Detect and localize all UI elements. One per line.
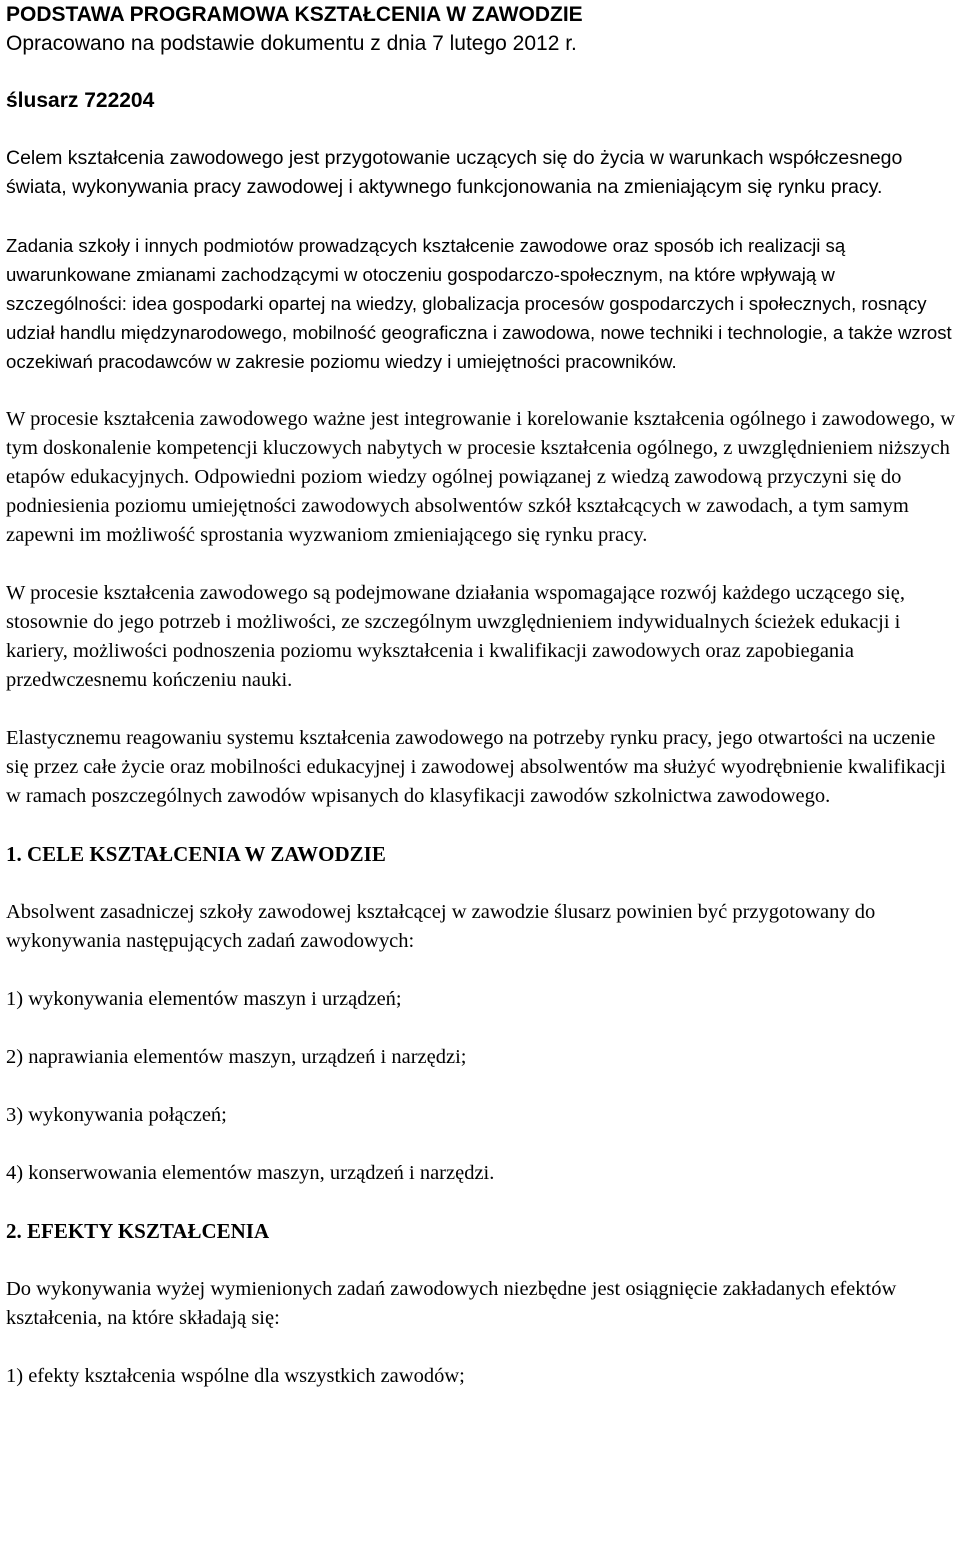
document-title: PODSTAWA PROGRAMOWA KSZTAŁCENIA W ZAWODZIE (6, 3, 583, 26)
intro-paragraph-tasks: Zadania szkoły i innych podmiotów prowadzących kształcenie zawodowe oraz sposób ich realizacji są uwarunkowane zmianami zachodzącymi w otoczeniu gospodarczo-społecznym, na które wpływają w szczególności: idea gospodarki opartej na wiedzy, globalizacja procesów gospodarczych i społecznych, rosnący udział handlu międzynarodowego, mobilność geograficzna i zawodowa, nowe techniki i technologie, a także wzrost oczekiwań pracodawców w zakresie poziomu wiedzy i umiejętności pracowników. (6, 235, 952, 372)
section-heading-outcomes: 2. EFEKTY KSZTAŁCENIA (6, 1219, 270, 1243)
intro-paragraph-development: W procesie kształcenia zawodowego są podejmowane działania wspomagające rozwój każdego uczącego się, stosownie do jego potrzeb i możliwości, ze szczególnym uwzględnieniem indywidualnych ścieżek edukacji i kariery, możliwości podnoszenia poziomu wykształcenia i kwalifikacji zawodowych oraz zapobiegania przedwczesnemu kończeniu nauki. (6, 582, 905, 691)
list-item: 1) wykonywania elementów maszyn i urządzeń; (6, 988, 402, 1010)
intro-paragraph-goal: Celem kształcenia zawodowego jest przygotowanie uczących się do życia w warunkach współczesnego świata, wykonywania pracy zawodowej i aktywnego funkcjonowania na zmieniającym się rynku pracy. (6, 147, 903, 198)
list-item: 2) naprawiania elementów maszyn, urządzeń i narzędzi; (6, 1046, 467, 1068)
occupation-heading: ślusarz 722204 (6, 89, 155, 112)
section-goals-intro: Absolwent zasadniczej szkoły zawodowej kształcącej w zawodzie ślusarz powinien być przygotowany do wykonywania następujących zadań zawodowych: (6, 901, 876, 952)
section-outcomes-intro: Do wykonywania wyżej wymienionych zadań zawodowych niezbędne jest osiągnięcie zakładanych efektów kształcenia, na które składają się: (6, 1278, 897, 1329)
intro-paragraph-integration: W procesie kształcenia zawodowego ważne jest integrowanie i korelowanie kształcenia ogólnego i zawodowego, w tym doskonalenie kompetencji kluczowych nabytych w procesie kształcenia ogólnego, z uwzględnieniem niższych etapów edukacyjnych. Odpowiedni poziom wiedzy ogólnej powiązanej z wiedzą zawodową przyczyni się do podniesienia poziomu umiejętności zawodowych absolwentów szkół kształcących w zawodach, a tym samym zapewni im możliwość sprostania wyzwaniom zmieniającego się rynku pracy. (6, 408, 956, 546)
section-heading-goals: 1. CELE KSZTAŁCENIA W ZAWODZIE (6, 842, 386, 866)
intro-paragraph-flexibility: Elastycznemu reagowaniu systemu kształcenia zawodowego na potrzeby rynku pracy, jego otwartości na uczenie się przez całe życie oraz mobilności edukacyjnej i zawodowej absolwentów ma służyć wyodrębnienie kwalifikacji w ramach poszczególnych zawodów wpisanych do klasyfikacji zawodów szkolnictwa zawodowego. (6, 727, 946, 807)
list-item: 3) wykonywania połączeń; (6, 1104, 227, 1126)
list-item: 4) konserwowania elementów maszyn, urządzeń i narzędzi. (6, 1162, 495, 1184)
list-item: 1) efekty kształcenia wspólne dla wszystkich zawodów; (6, 1365, 465, 1387)
document-subtitle: Opracowano na podstawie dokumentu z dnia 7 lutego 2012 r. (6, 32, 577, 55)
